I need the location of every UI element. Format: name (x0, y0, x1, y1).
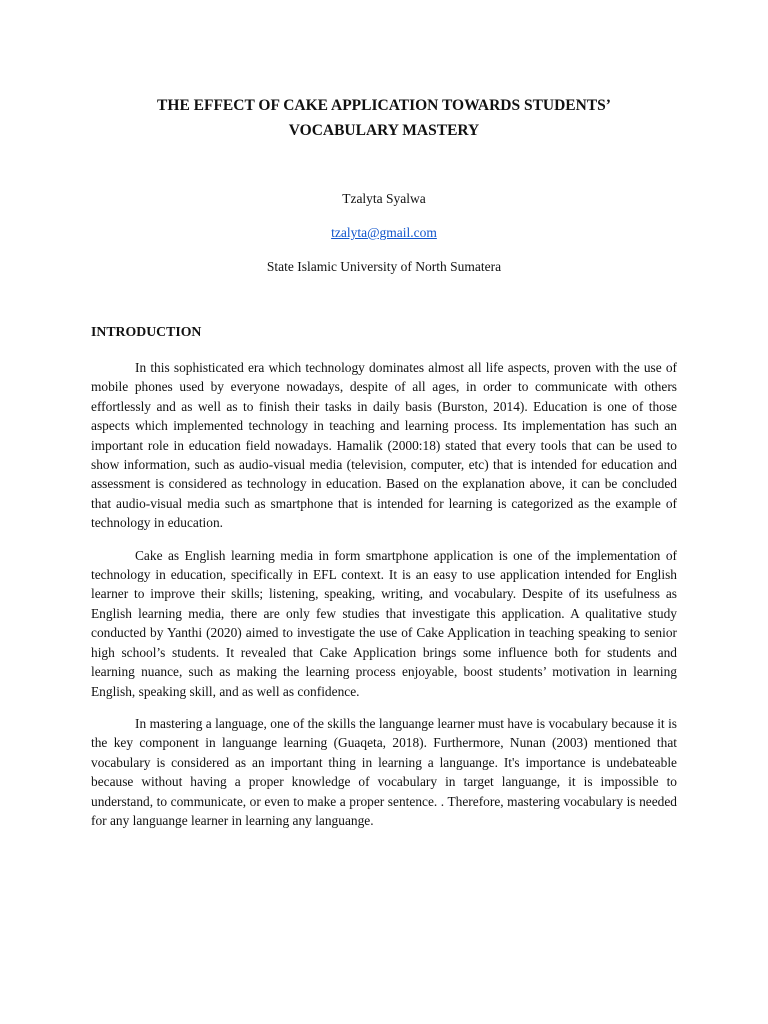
paper-title (60, 93, 708, 143)
author-name: Tzalyta Syalwa (342, 191, 426, 206)
paragraph-3: In mastering a language, one of the skills the languange learner must have is vocabulary because it is the key component in languange learning (Guaqeta, 2018). Furthermore, Nunan (2003) mentioned that vocabulary is considered as an important thing in learning a languange. It's importance is undebateable because without having a proper knowledge of vocabulary in target languange, it is impossible to understand, to communicate, or even to make a proper sentence. . Therefore, mastering vocabulary is needed for any languange learner in learning any languange. (91, 715, 677, 828)
author-affiliation: State Islamic University of North Sumatera (266, 259, 502, 274)
title-line-2: VOCABULARY MASTERY (288, 122, 480, 139)
section-heading-introduction: INTRODUCTION (91, 324, 202, 339)
paragraph-1: In this sophisticated era which technology dominates almost all life aspects, proven with the use of mobile phones used by everyone nowadays, despite of all ages, in order to communicate with others effortlessly and as well as to finish their tasks in daily basis (Burston, 2014). Education is one of those aspects which implemented technology in teaching and learning process. Its implementation has such an important role in education field nowadays. Hamalik (2000:18) stated that every tools that can be used to show information, such as audio-visual media (television, computer, etc) that is intended for education and assessment is considered as technology in education. Based on the explanation above, it can be concluded that audio-visual media such as smartphone that is intended for learning is categorized as the example of technology in education. (91, 360, 677, 531)
introduction-body (91, 358, 677, 843)
title-line-1: THE EFFECT OF CAKE APPLICATION TOWARDS STUDENTS’ (157, 97, 611, 114)
paragraph-2: Cake as English learning media in form smartphone application is one of the implementation of technology in education, specifically in EFL context. It is an easy to use application intended for English learner to improve their skills; listening, speaking, writing, and vocabulary. Despite of its usefulness as English learning media, there are only few studies that investigate this application. A qualitative study conducted by Yanthi (2020) aimed to investigate the use of Cake Application in teaching speaking to senior high school’s students. It revealed that Cake Application brings some influence both for students and learning nuance, such as making the learning process enjoyable, boost students’ motivation in learning English, speaking skill, and as well as confidence. (91, 547, 677, 699)
author-email-link[interactable]: tzalyta@gmail.com (331, 225, 437, 240)
